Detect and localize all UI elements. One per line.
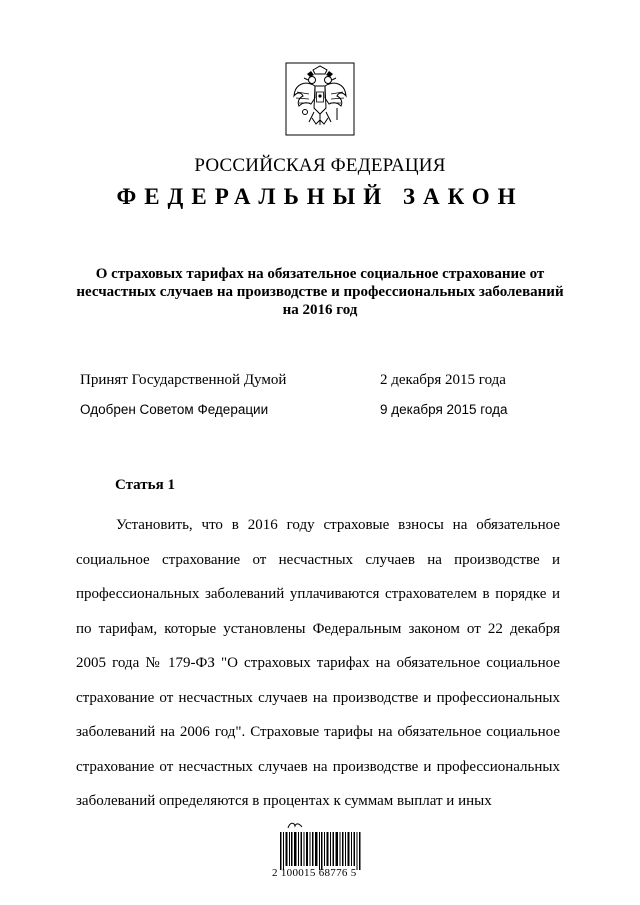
adopting-body: Принят Государственной Думой bbox=[80, 372, 287, 388]
article-heading: Статья 1 bbox=[115, 477, 175, 493]
adoption-date: 2 декабря 2015 года bbox=[380, 372, 506, 388]
barcode-number: 2 100015 68776 5 bbox=[272, 867, 357, 879]
barcode bbox=[272, 820, 366, 882]
barcode-icon bbox=[280, 832, 362, 870]
adopting-body: Одобрен Советом Федерации bbox=[80, 402, 269, 417]
law-title: О страховых тарифах на обязательное социальное страхование от несчастных случаев на производстве и профессиональных заболеваний на 2016 год bbox=[76, 266, 564, 318]
document-type: ФЕДЕРАЛЬНЫЙ ЗАКОН bbox=[116, 184, 524, 209]
coat-of-arms-icon bbox=[285, 62, 355, 136]
barcode-mark-icon bbox=[286, 820, 304, 830]
adoption-date: 9 декабря 2015 года bbox=[380, 402, 508, 417]
article-text: Установить, что в 2016 году страховые взносы на обязательное социальное страхование от несчастных случаев на производстве и профессиональных заболеваний уплачиваются страхователем в порядке и по тарифам, которые установлены Федеральным законом от 22 декабря 2005 года № 179-ФЗ "О страховых тарифах на обязательное социальное страхование от несчастных случаев на производстве и профессиональных заболеваний на 2006 год". Страховые тарифы на обязательное социальное страхование от несчастных случаев на производстве и профессиональных заболеваний определяются в процентах к суммам выплат и иных bbox=[76, 517, 560, 809]
country-name: РОССИЙСКАЯ ФЕДЕРАЦИЯ bbox=[194, 155, 446, 176]
